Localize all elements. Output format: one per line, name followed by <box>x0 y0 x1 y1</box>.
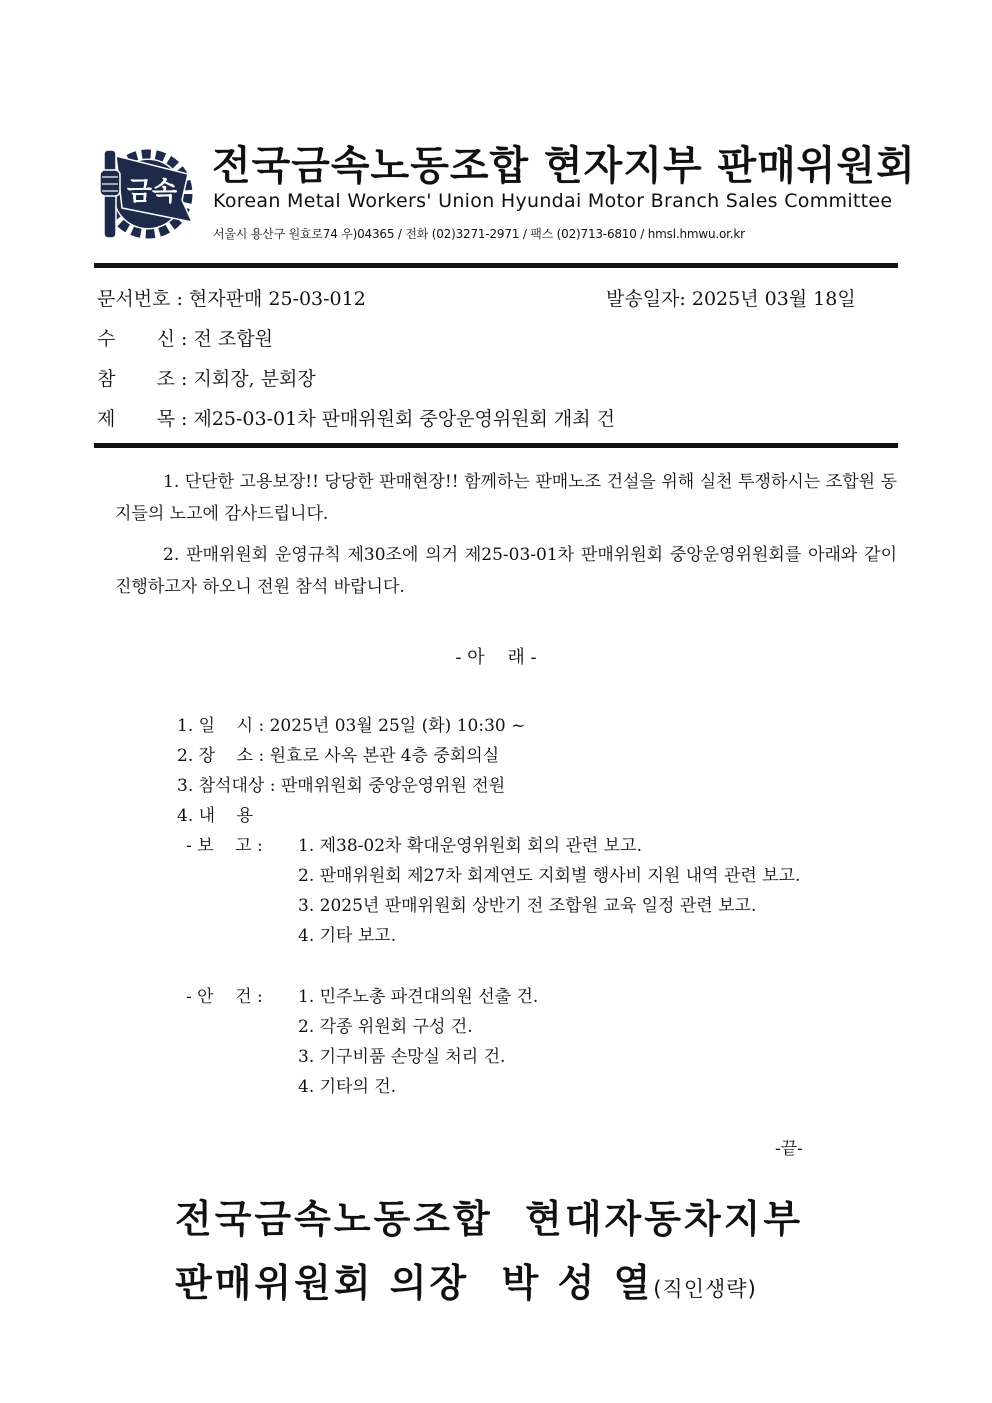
detail-item-datetime: 1. 일 시 : 2025년 03월 25일 (화) 10:30 ~ <box>177 716 526 736</box>
subject-label: 제 목 <box>97 408 175 430</box>
agenda-item: 4. 기타의 건. <box>298 1077 397 1097</box>
org-contact: 서울시 용산구 원효로74 우)04365 / 전화 (02)3271-2971 / 팩스 (02)713-6810 / hmsl.hmwu.or.kr <box>213 227 745 241</box>
union-logo <box>96 144 196 242</box>
subject-row <box>97 404 615 431</box>
separator: : <box>175 368 194 390</box>
report-item: 2. 판매위원회 제27차 회계연도 지회별 행사비 지원 내역 관련 보고. <box>298 866 801 886</box>
report-item: 3. 2025년 판매위원회 상반기 전 조합원 교육 일정 관련 보고. <box>298 896 757 916</box>
reference-label: 참 조 <box>97 368 175 390</box>
agenda-item: 3. 기구비품 손망실 처리 건. <box>298 1047 506 1067</box>
separator: : <box>170 288 189 310</box>
org-subtitle: Korean Metal Workers' Union Hyundai Motor Branch Sales Committee <box>213 190 893 212</box>
org-title: 전국금속노동조합 현자지부 판매위원회 <box>212 143 916 189</box>
notice-heading: - 아 래 - <box>455 647 537 668</box>
send-date: 발송일자: 2025년 03월 18일 <box>606 288 856 310</box>
recipient-label: 수 신 <box>97 328 175 350</box>
signature-org: 전국금속노동조합 현대자동차지부 <box>175 1197 804 1241</box>
reference-row <box>97 364 316 391</box>
header-divider <box>94 263 898 268</box>
doc-number-row <box>97 284 366 311</box>
recipient-value: 전 조합원 <box>193 328 273 350</box>
meta-divider <box>94 443 898 448</box>
report-item: 1. 제38-02차 확대운영위원회 회의 관련 보고. <box>298 836 642 856</box>
report-label: - 보 고 : <box>186 836 263 856</box>
agenda-item: 1. 민주노총 파견대의원 선출 건. <box>298 987 539 1007</box>
detail-item-place: 2. 장 소 : 원효로 사옥 본관 4층 중회의실 <box>177 746 500 766</box>
agenda-label: - 안 건 : <box>186 987 263 1007</box>
agenda-item: 2. 각종 위원회 구성 건. <box>298 1017 473 1037</box>
seal-omitted-note: (직인생략) <box>653 1277 757 1301</box>
doc-number-label: 문서번호 <box>97 288 171 310</box>
separator: : <box>175 408 194 430</box>
recipient-row <box>97 324 273 351</box>
body-paragraph-2: 2. 판매위원회 운영규칙 제30조에 의거 제25-03-01차 판매위원회 중앙운영위원회를 아래와 같이 진행하고자 하오니 전원 참석 바랍니다. <box>115 545 897 597</box>
separator: : <box>175 328 194 350</box>
doc-number-value: 현자판매 25-03-012 <box>188 288 366 310</box>
signature-name: 판매위원회 의장 박 성 열 <box>175 1261 654 1305</box>
reference-value: 지회장, 분회장 <box>193 368 316 390</box>
signature-line <box>175 1252 757 1307</box>
body-paragraph-1: 1. 단단한 고용보장!! 당당한 판매현장!! 함께하는 판매노조 건설을 위해 실천 투쟁하시는 조합원 동지들의 노고에 감사드립니다. <box>115 472 897 524</box>
detail-item-attendees: 3. 참석대상 : 판매위원회 중앙운영위원 전원 <box>177 776 506 796</box>
logo-text: 금속 <box>126 177 178 207</box>
detail-item-content: 4. 내 용 <box>177 806 254 826</box>
report-item: 4. 기타 보고. <box>298 926 397 946</box>
subject-value: 제25-03-01차 판매위원회 중앙운영위원회 개최 건 <box>193 408 616 430</box>
end-mark: -끝- <box>775 1139 803 1159</box>
